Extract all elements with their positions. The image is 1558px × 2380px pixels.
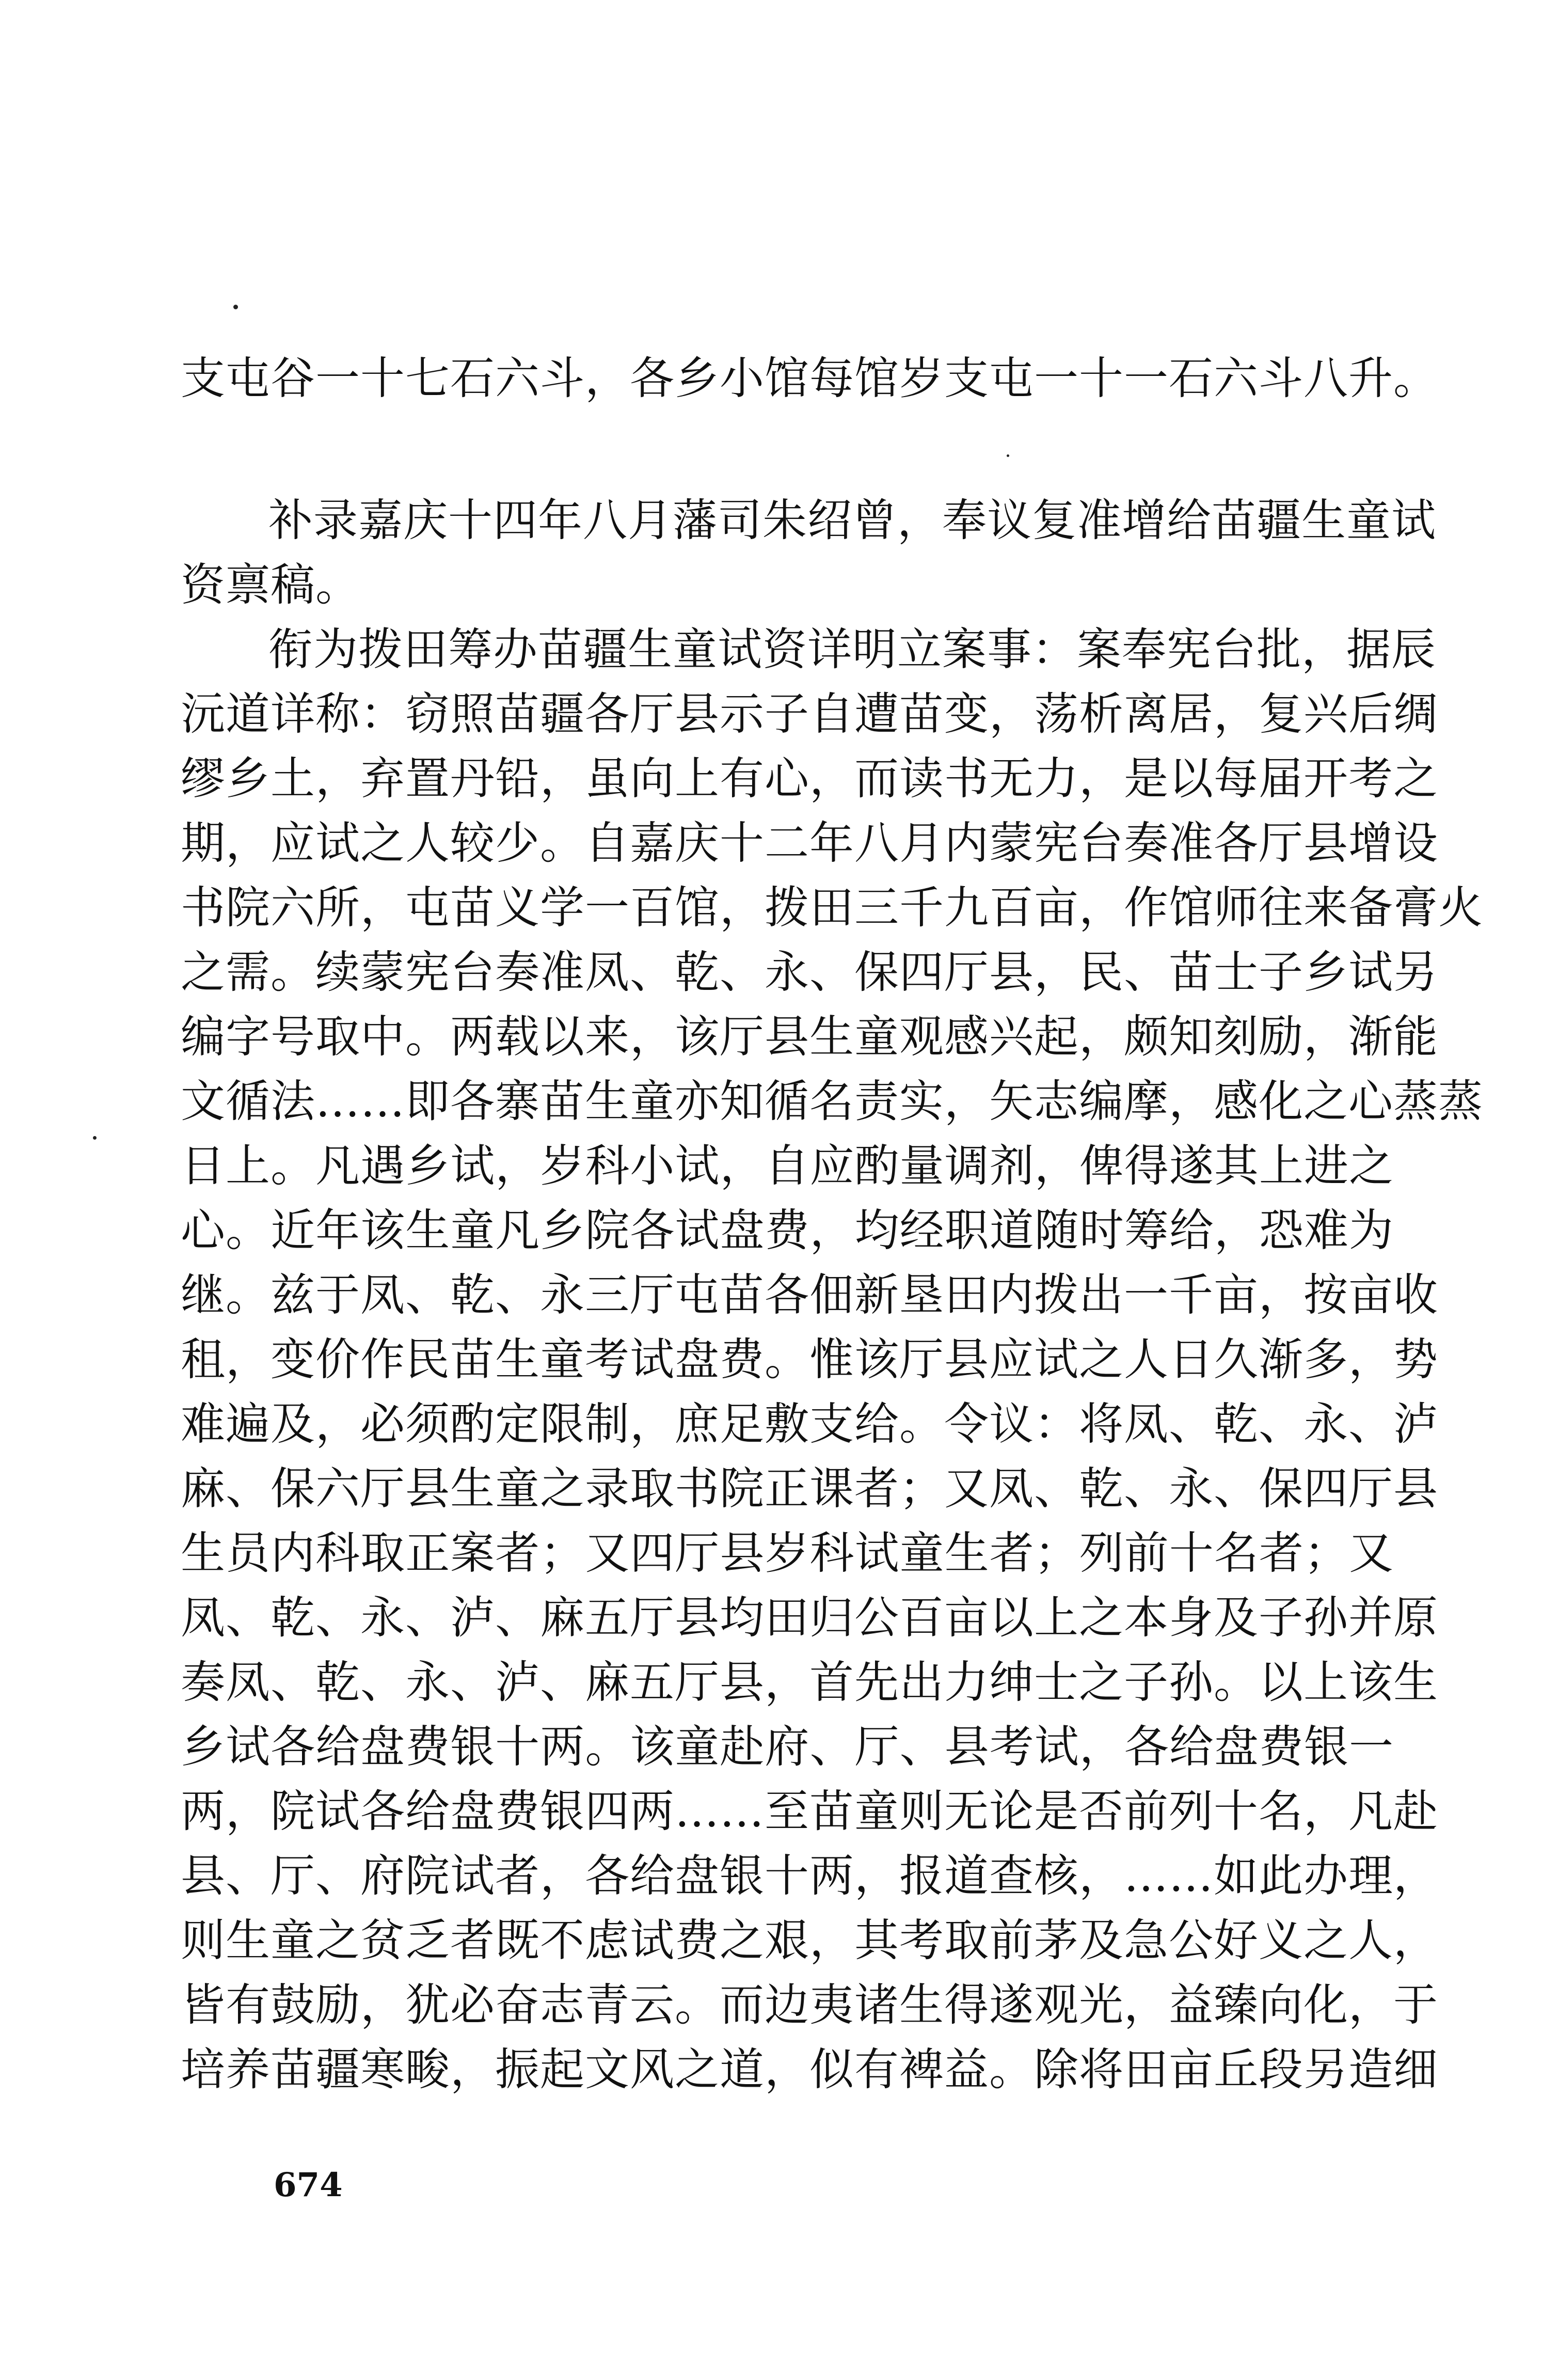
body-line: 租，变价作民苗生童考试盘费。惟该厅县应试之人日久渐多，势 (181, 1334, 1438, 1385)
print-speck (233, 305, 238, 309)
body-line: 生员内科取正案者；又四厅县岁科试童生者；列前十名者；又 (181, 1527, 1394, 1579)
body-line: 缪乡土，弃置丹铅，虽向上有心，而读书无力，是以每届开考之 (181, 753, 1438, 805)
body-line: 心。近年该生童凡乡院各试盘费，均经职道随时筹给，恐难为 (181, 1205, 1394, 1256)
body-line: 难遍及，必须酌定限制，庶足敷支给。令议：将凤、乾、永、泸 (181, 1398, 1438, 1450)
body-line: 编字号取中。两载以来，该厅县生童观感兴起，颇知刻励，渐能 (181, 1011, 1438, 1063)
heading-line: 补录嘉庆十四年八月藩司朱绍曾，奉议复准增给苗疆生童试 (268, 495, 1436, 546)
page-number: 674 (274, 2166, 343, 2204)
body-line: 书院六所，屯苗义学一百馆，拨田三千九百亩，作馆师往来备膏火 (181, 882, 1483, 934)
heading-line: 资禀稿。 (181, 559, 360, 611)
text-line: 支屯谷一十七石六斗，各乡小馆每馆岁支屯一十一石六斗八升。 (181, 353, 1438, 404)
print-speck (1007, 454, 1009, 457)
body-line: 麻、保六厅县生童之录取书院正课者；又凤、乾、永、保四厅县 (181, 1463, 1438, 1515)
body-line: 衔为拨田筹办苗疆生童试资详明立案事：案奉宪台批，据辰 (268, 624, 1436, 675)
body-line: 奏凤、乾、永、泸、麻五厅县，首先出力绅士之子孙。以上该生 (181, 1657, 1438, 1708)
body-line: 两，院试各给盘费银四两……至苗童则无论是否前列十名，凡赴 (181, 1786, 1438, 1837)
body-line: 县、厅、府院试者，各给盘银十两，报道查核，……如此办理， (181, 1850, 1438, 1902)
body-line: 之需。续蒙宪台奏准凤、乾、永、保四厅县，民、苗士子乡试另 (181, 947, 1438, 998)
body-line: 期，应试之人较少。自嘉庆十二年八月内蒙宪台奏准各厅县增设 (181, 817, 1438, 869)
body-line: 皆有鼓励，犹必奋志青云。而边夷诸生得遂观光，益臻向化，于 (181, 1979, 1438, 2031)
body-line: 凤、乾、永、泸、麻五厅县均田归公百亩以上之本身及子孙并原 (181, 1592, 1438, 1644)
print-speck (93, 1136, 97, 1140)
body-line: 培养苗疆寒畯，振起文风之道，似有裨益。除将田亩丘段另造细 (181, 2044, 1438, 2095)
body-line: 沅道详称：窃照苗疆各厅县示子自遭苗变，荡析离居，复兴后绸 (181, 688, 1438, 740)
body-line: 继。兹于凤、乾、永三厅屯苗各佃新垦田内拨出一千亩，按亩收 (181, 1269, 1438, 1321)
body-line: 日上。凡遇乡试，岁科小试，自应酌量调剂，俾得遂其上进之 (181, 1140, 1394, 1192)
body-line: 乡试各给盘费银十两。该童赴府、厅、县考试，各给盘费银一 (181, 1721, 1394, 1773)
body-line: 则生童之贫乏者既不虑试费之艰，其考取前茅及急公好义之人， (181, 1915, 1438, 1966)
body-line: 文循法……即各寨苗生童亦知循名责实，矢志编摩，感化之心蒸蒸 (181, 1076, 1483, 1127)
